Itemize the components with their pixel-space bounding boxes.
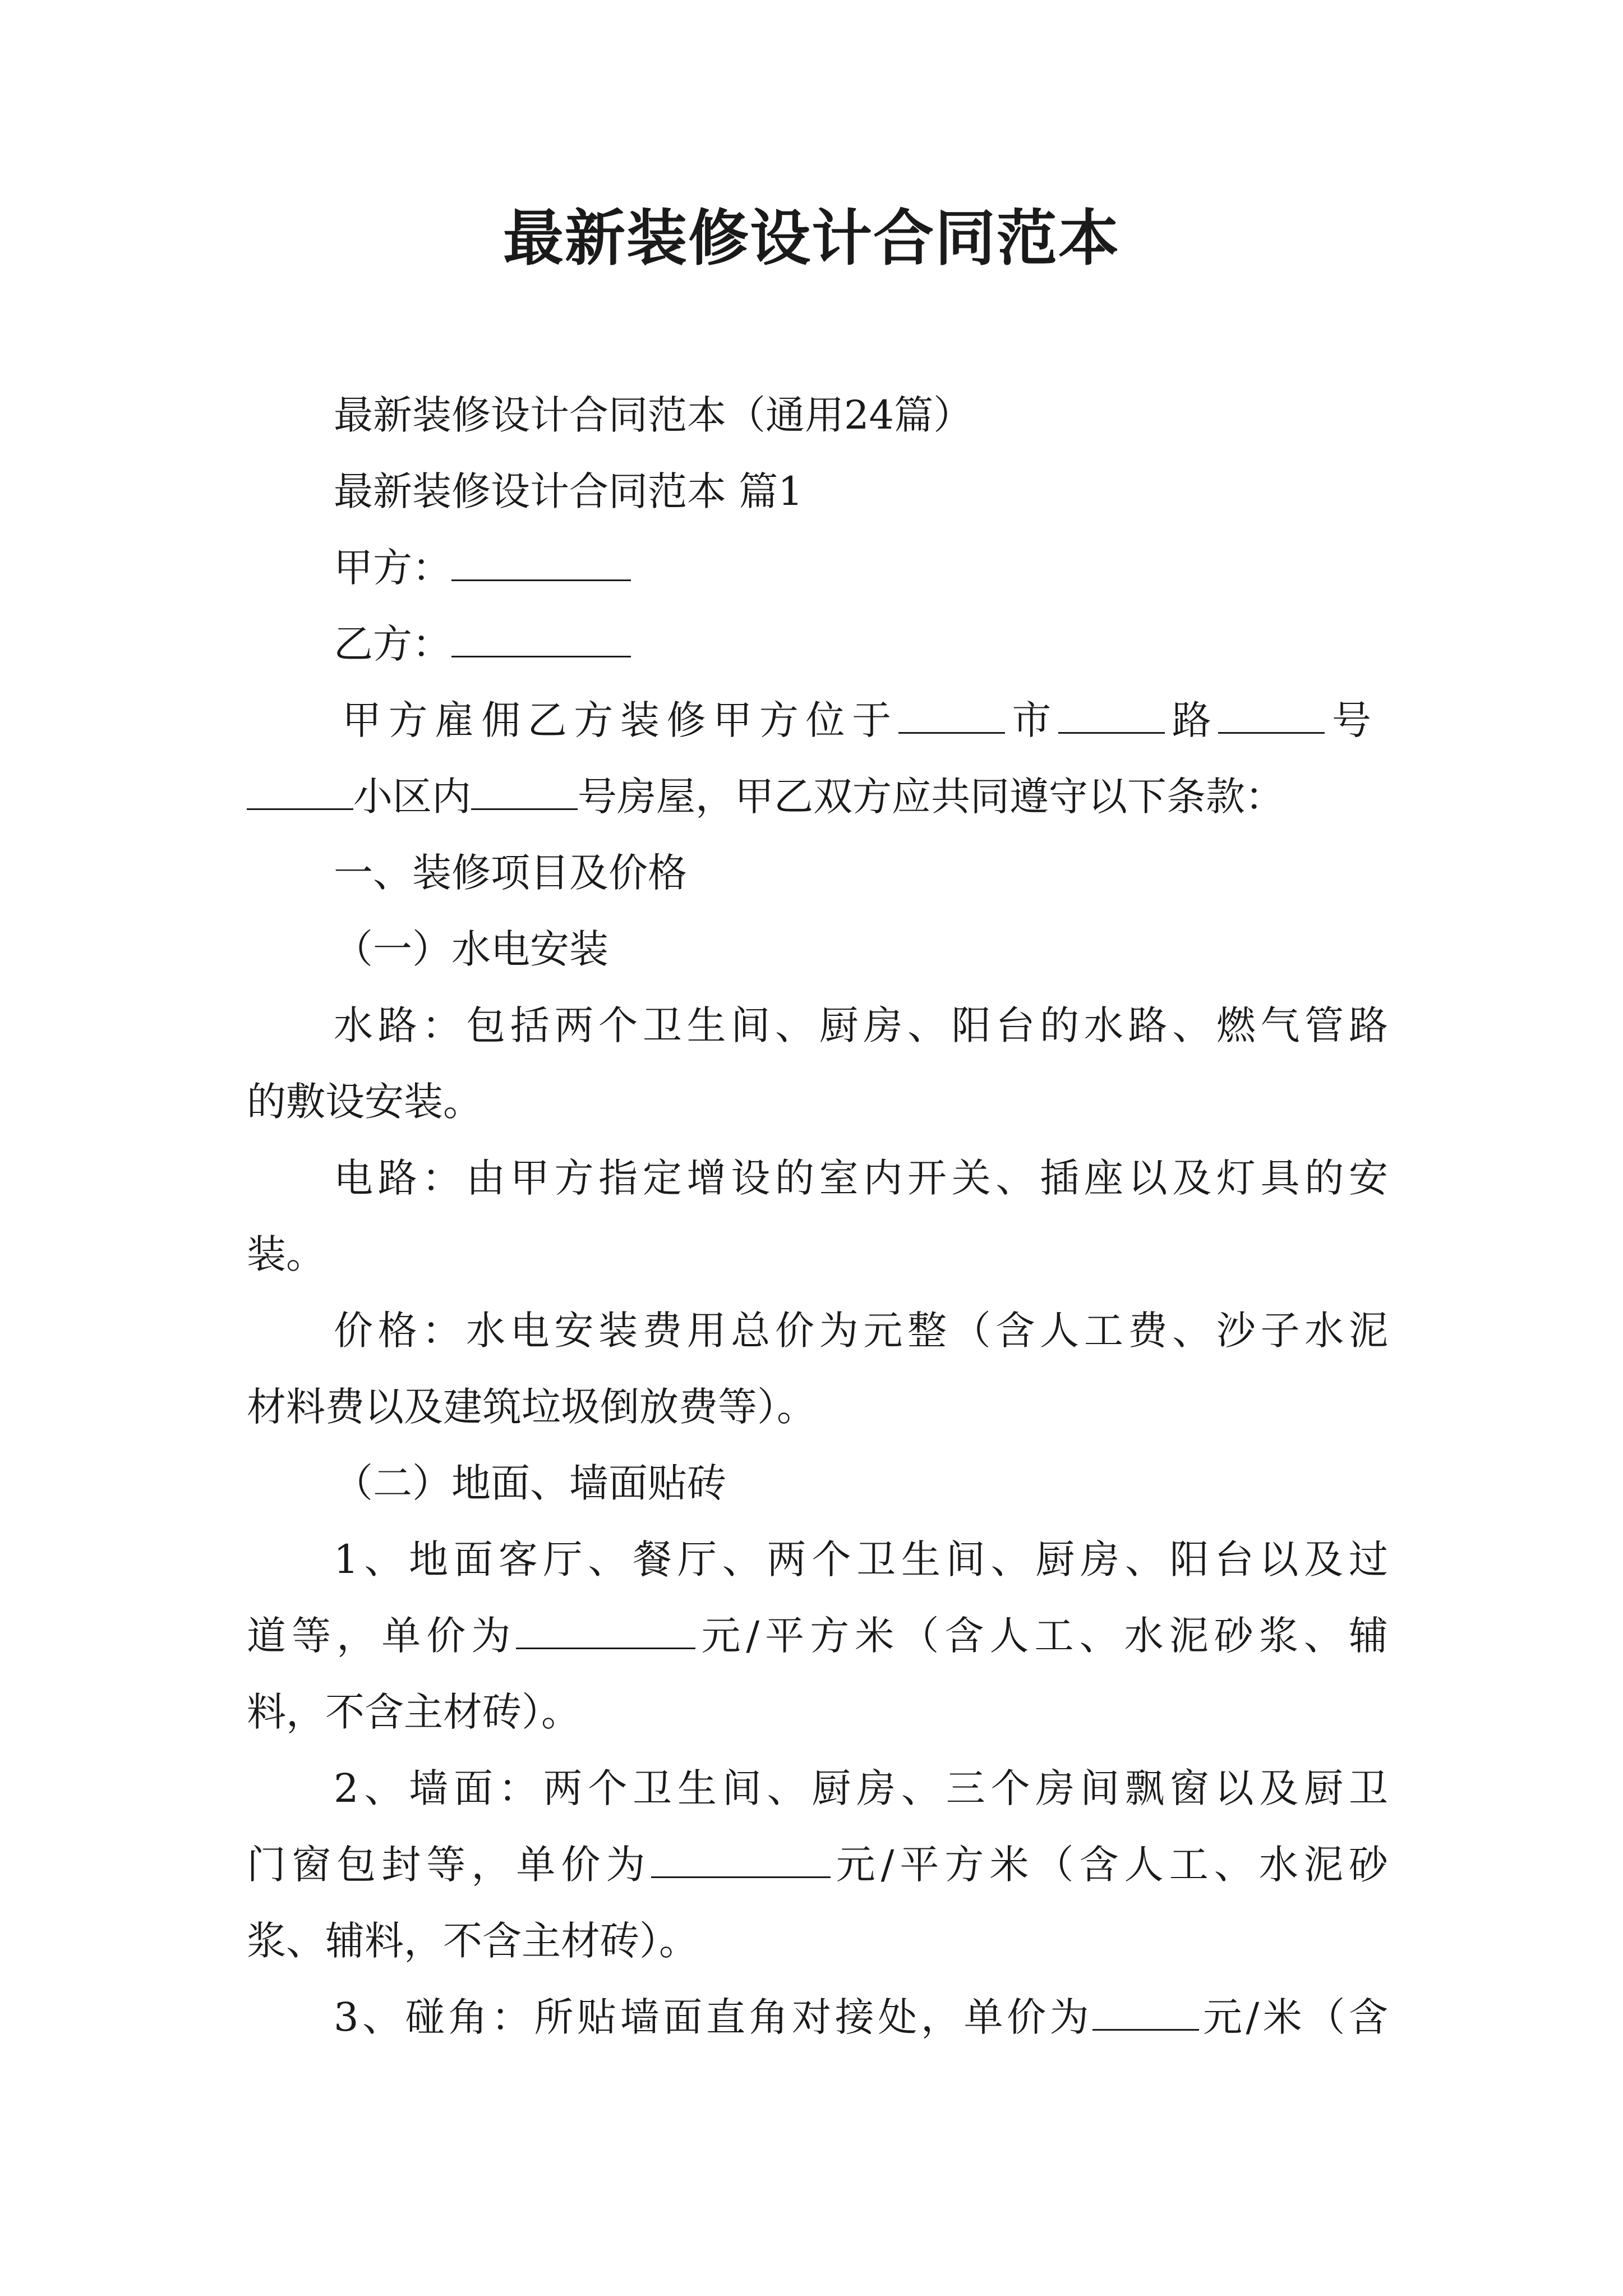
party-a-blank xyxy=(451,546,631,581)
city-blank xyxy=(898,698,1005,734)
house-number-blank xyxy=(471,775,578,810)
item-2-line-1: 2、墙面：两个卫生间、厨房、三个房间飘窗以及厨卫 xyxy=(334,1765,1388,1811)
number-blank xyxy=(1218,698,1325,734)
intro-line-2 xyxy=(247,758,1388,835)
party-a-line xyxy=(334,530,1475,606)
water-line-1: 水路：包括两个卫生间、厨房、阳台的水路、燃气管路 xyxy=(334,1002,1388,1048)
intro-road: 路 xyxy=(1165,697,1219,743)
road-blank xyxy=(1058,698,1165,734)
price-line-1: 价格：水电安装费用总价为元整（含人工费、沙子水泥 xyxy=(334,1308,1388,1354)
item-3-price-blank xyxy=(1092,1995,1199,2031)
item-2-line-3: 浆、辅料，不含主材砖）。 xyxy=(247,1918,698,1964)
item-1-line-1: 1、地面客厅、餐厅、两个卫生间、厨房、阳台以及过 xyxy=(334,1536,1388,1582)
party-b-label: 乙方： xyxy=(334,621,451,667)
item-3-text-b: 元/米（含 xyxy=(1199,1994,1388,2040)
item-1-text-a: 道等，单价为 xyxy=(247,1613,517,1659)
item-2-text-a: 门窗包封等，单价为 xyxy=(247,1842,651,1888)
item-2-line-2 xyxy=(247,1826,1388,1903)
section-heading: 最新装修设计合同范本 篇1 xyxy=(334,468,803,514)
price-line-2: 材料费以及建筑垃圾倒放费等）。 xyxy=(247,1384,816,1430)
sub-heading-1: （一）水电安装 xyxy=(334,926,608,972)
party-b-blank xyxy=(451,622,631,657)
electric-line-2: 装。 xyxy=(247,1231,325,1277)
item-3-line-1 xyxy=(334,1979,1388,2055)
sub-heading-2: （二）地面、墙面贴砖 xyxy=(334,1460,726,1506)
item-1-price-blank xyxy=(516,1614,695,1649)
electric-line-1: 电路：由甲方指定增设的室内开关、插座以及灯具的安 xyxy=(334,1155,1388,1201)
community-blank xyxy=(247,775,353,810)
item-3-text-a: 3、碰角：所贴墙面直角对接处，单价为 xyxy=(334,1994,1093,2040)
intro-line-1 xyxy=(342,682,1371,758)
water-line-2: 的敷设安装。 xyxy=(247,1079,482,1125)
party-a-label: 甲方： xyxy=(334,545,451,591)
intro-community: 小区内 xyxy=(353,774,471,820)
item-1-text-b: 元/平方米（含人工、水泥砂浆、辅 xyxy=(695,1613,1388,1659)
subtitle: 最新装修设计合同范本（通用24篇） xyxy=(334,392,973,438)
item-2-price-blank xyxy=(651,1843,831,1878)
item-1-line-2 xyxy=(247,1598,1388,1674)
intro-rest: 号房屋，甲乙双方应共同遵守以下条款： xyxy=(578,774,1284,820)
party-b-line xyxy=(334,606,1475,682)
intro-city: 市 xyxy=(1004,697,1059,743)
item-2-text-b: 元/平方米（含人工、水泥砂 xyxy=(830,1842,1388,1888)
document-title: 最新装修设计合同范本 xyxy=(502,203,1120,274)
intro-text: 甲方雇佣乙方装修甲方位于 xyxy=(342,697,898,743)
heading-1: 一、装修项目及价格 xyxy=(334,850,687,896)
intro-number: 号 xyxy=(1325,697,1372,743)
item-1-line-3: 料，不含主材砖）。 xyxy=(247,1689,580,1735)
